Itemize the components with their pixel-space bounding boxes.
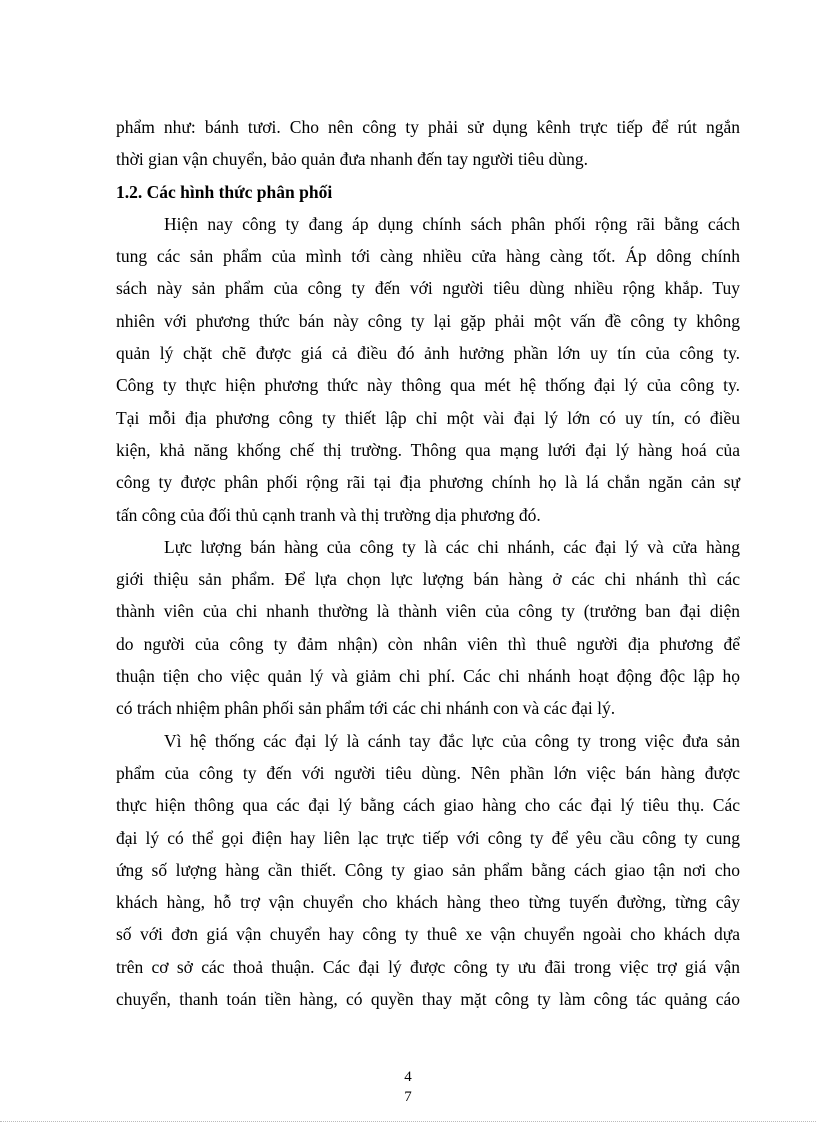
text-line: do người của công ty đảm nhận) còn nhân viên thì thuê người địa phương để xyxy=(116,633,740,654)
text-line: có trách nhiệm phân phối sản phẩm tới các chi nhánh con và các đại lý. xyxy=(116,698,616,719)
text-line: trên cơ sở các thoả thuận. Các đại lý được công ty ưu đãi trong việc trợ giá vận xyxy=(116,956,740,977)
text-line: số với đơn giá vận chuyển hay công ty thuê xe vận chuyển ngoài cho khách dựa xyxy=(116,924,740,945)
text-line: Tại mỗi địa phương công ty thiết lập chỉ một vài đại lý lớn có uy tín, có điều xyxy=(116,407,740,428)
text-line: giới thiệu sản phẩm. Để lựa chọn lực lượng bán hàng ở các chi nhánh thì các xyxy=(116,569,740,590)
text-line: đại lý có thể gọi điện hay liên lạc trực tiếp với công ty để yêu cầu công ty cung xyxy=(116,827,740,848)
text-line: tấn công của đối thủ cạnh tranh và thị trường dịa phương đó. xyxy=(116,504,541,525)
text-line: chuyển, thanh toán tiền hàng, có quyền thay mặt công ty làm công tác quảng cáo xyxy=(116,989,740,1010)
text-line: phẩm như: bánh tươi. Cho nên công ty phải sử dụng kênh trực tiếp để rút ngắn xyxy=(116,117,740,137)
document-body xyxy=(116,111,740,1015)
text-line: công ty được phân phối rộng rãi tại địa phương chính họ là lá chắn ngăn cản sự xyxy=(116,472,740,493)
text-line: thực hiện thông qua các đại lý bằng cách giao hàng cho các đại lý tiêu thụ. Các xyxy=(116,795,740,816)
text-line: Vì hệ thống các đại lý là cánh tay đắc lực của công ty trong việc đưa sản xyxy=(164,730,740,751)
text-line: quản lý chặt chẽ được giá cả điều đó ảnh hưởng phần lớn uy tín của công ty. xyxy=(116,343,740,364)
text-line: nhiên với phương thức bán này công ty lại gặp phải một vấn đề công ty không xyxy=(116,310,740,331)
page-number-line-2: 7 xyxy=(404,1089,412,1105)
text-line: thuận tiện cho việc quản lý và giảm chi phí. Các chi nhánh hoạt động độc lập họ xyxy=(116,666,740,687)
text-line: khách hàng, hỗ trợ vận chuyển cho khách hàng theo từng tuyến đường, từng cây xyxy=(116,892,740,913)
page-break-divider xyxy=(0,1121,816,1122)
text-line: Hiện nay công ty đang áp dụng chính sách phân phối rộng rãi bằng cách xyxy=(164,213,740,234)
text-line: ứng số lượng hàng cần thiết. Công ty giao sản phẩm bằng cách giao tận nơi cho xyxy=(116,859,740,880)
text-line: kiện, khả năng khống chế thị trường. Thông qua mạng lưới đại lý hàng hoá của xyxy=(116,439,740,460)
text-line: phẩm của công ty đến với người tiêu dùng. Nên phần lớn việc bán hàng được xyxy=(116,762,740,783)
text-line: Lực lượng bán hàng của công ty là các chi nhánh, các đại lý và cửa hàng xyxy=(164,536,740,557)
text-line: sách này sản phẩm của công ty đến với người tiêu dùng nhiều rộng khắp. Tuy xyxy=(116,278,740,299)
text-line: thành viên của chi nhanh thường là thành viên của công ty (trưởng ban đại diện xyxy=(116,601,740,622)
page-number-line-1: 4 xyxy=(404,1069,412,1085)
text-line: thời gian vận chuyển, bảo quản đưa nhanh đến tay người tiêu dùng. xyxy=(116,149,588,170)
text-line: Công ty thực hiện phương thức này thông qua mét hệ thống đại lý của công ty. xyxy=(116,375,740,396)
section-heading: 1.2. Các hình thức phân phối xyxy=(116,181,333,202)
text-line: tung các sản phẩm của mình tới càng nhiều cửa hàng càng tốt. Áp dông chính xyxy=(116,246,740,267)
